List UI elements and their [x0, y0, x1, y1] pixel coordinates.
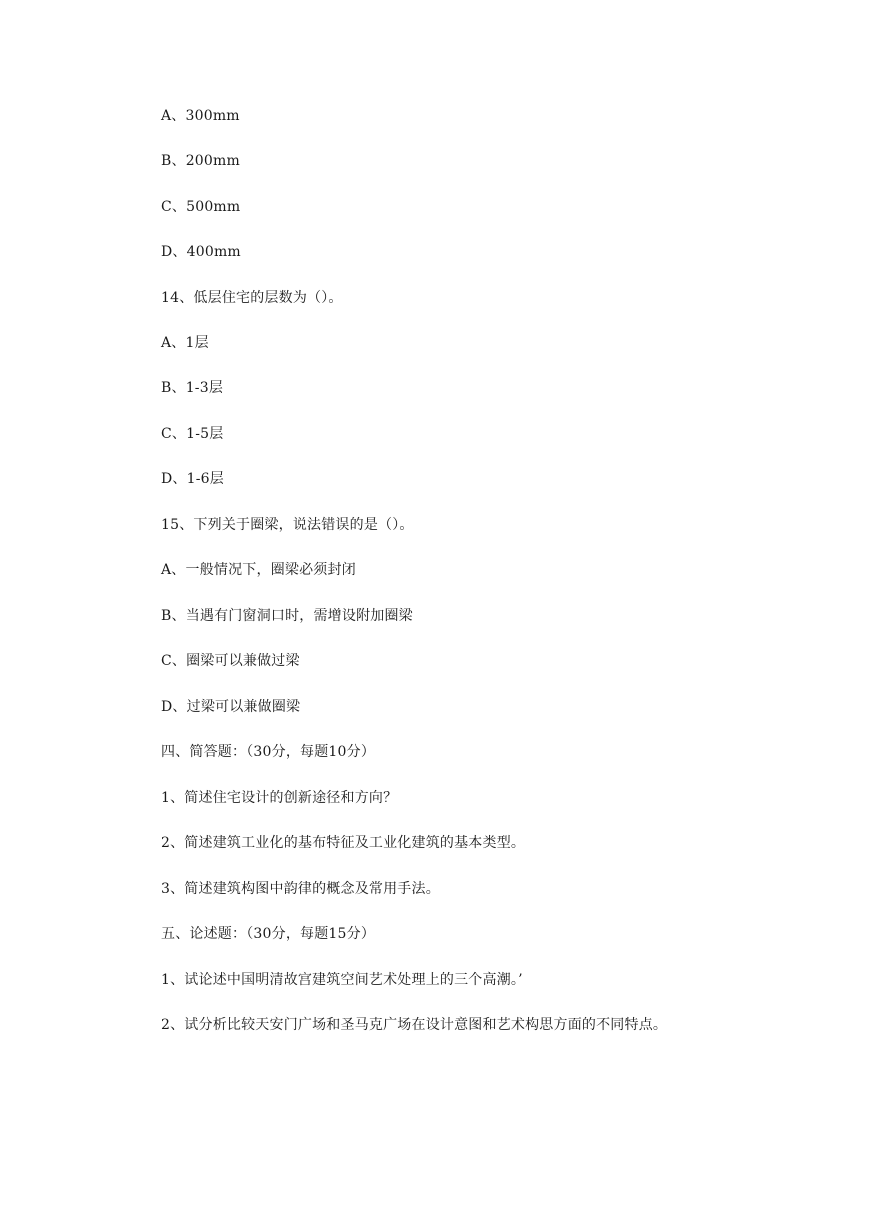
option-c-q14: C、1-5层: [161, 426, 224, 442]
option-b-q15: B、当遇有门窗洞口时，需增设附加圈梁: [161, 608, 413, 624]
section-heading-essay: 五、论述题：（30分，每题15分）: [161, 926, 376, 942]
option-b-q14: B、1-3层: [161, 380, 224, 396]
option-d-q15: D、过梁可以兼做圈梁: [161, 699, 301, 715]
short-answer-2: 2、简述建筑工业化的基布特征及工业化建筑的基本类型。: [161, 835, 526, 851]
option-b-q13: B、200mm: [161, 153, 240, 169]
option-d-q14: D、1-6层: [161, 471, 224, 487]
essay-2: 2、试分析比较天安门广场和圣马克广场在设计意图和艺术构思方面的不同特点。: [161, 1017, 668, 1033]
question-15: 15、下列关于圈梁，说法错误的是（）。: [161, 517, 414, 533]
short-answer-3: 3、简述建筑构图中韵律的概念及常用手法。: [161, 881, 440, 897]
essay-1: 1、试论述中国明清故宫建筑空间艺术处理上的三个高潮。’: [161, 972, 523, 988]
option-a-q14: A、1层: [161, 335, 209, 351]
section-heading-short-answer: 四、简答题：（30分，每题10分）: [161, 744, 376, 760]
option-a-q13: A、300mm: [161, 108, 240, 124]
option-c-q13: C、500mm: [161, 199, 241, 215]
option-d-q13: D、400mm: [161, 244, 241, 260]
question-14: 14、低层住宅的层数为（）。: [161, 290, 343, 306]
short-answer-1: 1、简述住宅设计的创新途径和方向？: [161, 790, 398, 806]
option-c-q15: C、圈梁可以兼做过梁: [161, 653, 300, 669]
option-a-q15: A、一般情况下，圈梁必须封闭: [161, 562, 356, 578]
